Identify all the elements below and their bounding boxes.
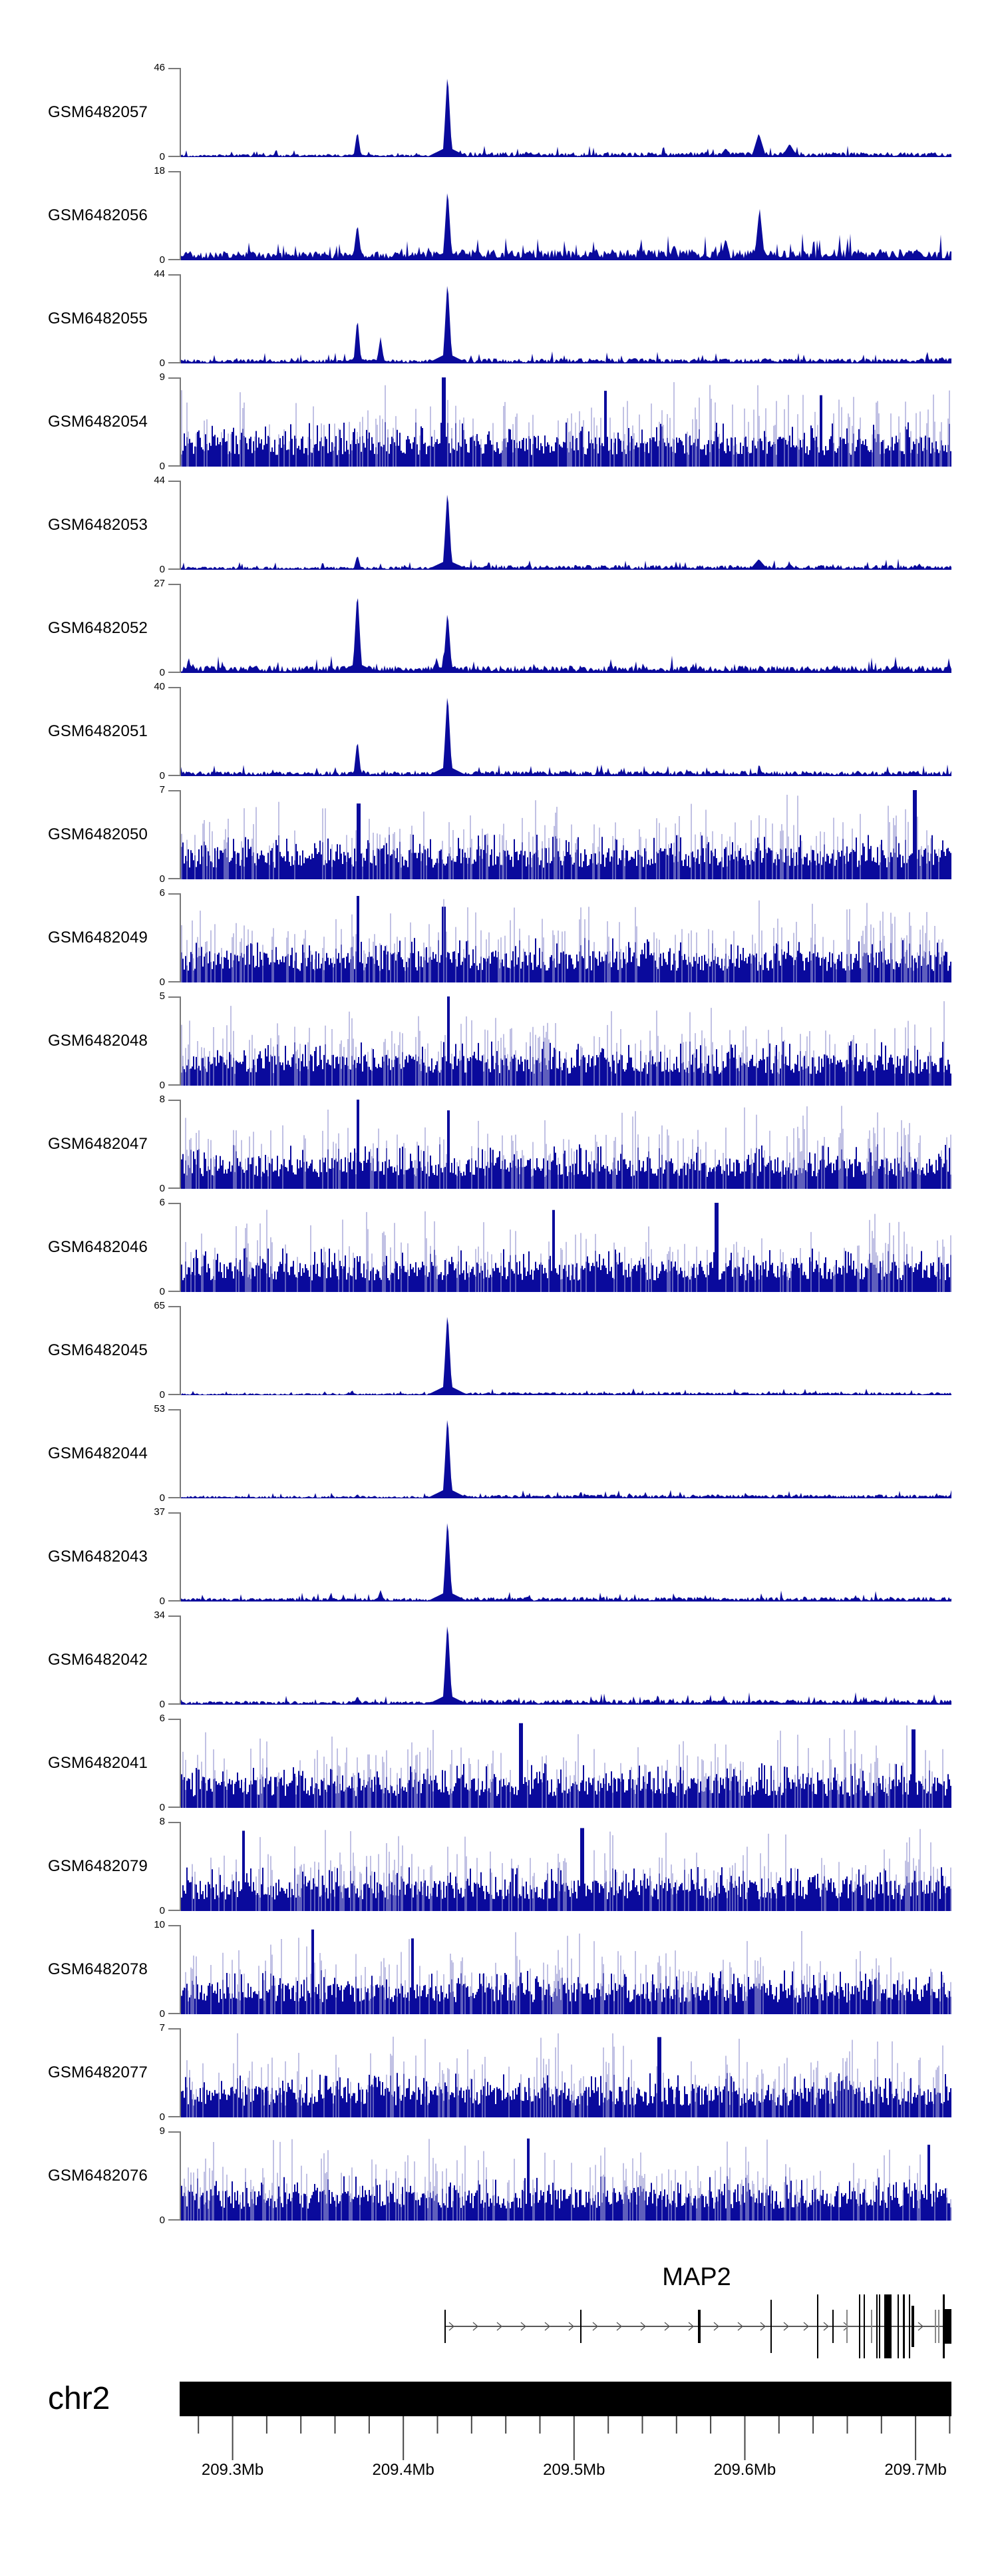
track-label: GSM6482045: [48, 1341, 148, 1359]
track-label: GSM6482078: [48, 1960, 148, 1978]
signal-track: [0, 1300, 998, 1400]
y-axis-top-tick: [168, 996, 180, 998]
y-axis-max-label: 8: [159, 1094, 165, 1105]
track-label: GSM6482053: [48, 516, 148, 534]
y-axis-min-label: 0: [159, 770, 165, 781]
y-axis-top-tick: [168, 1615, 180, 1617]
y-axis-min-label: 0: [159, 1596, 165, 1607]
y-axis-max-label: 9: [159, 2125, 165, 2137]
coverage-plot: [181, 171, 951, 260]
y-axis-top-tick: [168, 171, 180, 172]
y-axis-top-tick: [168, 481, 180, 482]
signal-track: [0, 681, 998, 781]
coverage-plot: [181, 274, 951, 363]
track-label: GSM6482077: [48, 2063, 148, 2081]
y-axis-bottom-tick: [168, 1291, 180, 1292]
y-axis-min-label: 0: [159, 1389, 165, 1400]
y-axis-max-label: 34: [154, 1610, 165, 1621]
y-axis-top-tick: [168, 68, 180, 69]
signal-track: [0, 1610, 998, 1710]
track-label: GSM6482076: [48, 2167, 148, 2185]
genome-axis: [180, 2416, 951, 2463]
y-axis-top-tick: [168, 893, 180, 895]
y-axis-bottom-tick: [168, 156, 180, 157]
y-axis-max-label: 44: [154, 475, 165, 486]
y-axis-top-tick: [168, 1512, 180, 1514]
y-axis-top-tick: [168, 584, 180, 585]
track-label: GSM6482057: [48, 103, 148, 121]
signal-track: [0, 1403, 998, 1504]
y-axis-bottom-tick: [168, 1497, 180, 1498]
signal-track: [0, 165, 998, 266]
chromosome-label: chr2: [48, 2381, 110, 2416]
track-label: GSM6482056: [48, 206, 148, 224]
y-axis-bottom-tick: [168, 672, 180, 673]
y-axis-min-label: 0: [159, 2111, 165, 2123]
y-axis-min-label: 0: [159, 151, 165, 162]
y-axis-bottom-tick: [168, 259, 180, 260]
signal-track: [0, 2022, 998, 2123]
coverage-plot: [181, 1203, 951, 1292]
coverage-plot: [181, 481, 951, 570]
y-axis-top-tick: [168, 1925, 180, 1926]
signal-track: [0, 578, 998, 678]
signal-track: [0, 371, 998, 472]
y-axis-max-label: 10: [154, 1919, 165, 1930]
y-axis-min-label: 0: [159, 1080, 165, 1091]
signal-track: [0, 784, 998, 885]
y-axis-max-label: 7: [159, 784, 165, 795]
y-axis-min-label: 0: [159, 1802, 165, 1813]
signal-track: [0, 887, 998, 988]
y-axis-top-tick: [168, 1306, 180, 1307]
y-axis-max-label: 44: [154, 268, 165, 280]
signal-track: [0, 1094, 998, 1194]
coverage-plot: [181, 377, 951, 467]
y-axis-min-label: 0: [159, 1905, 165, 1916]
y-axis-bottom-tick: [168, 1703, 180, 1705]
y-axis-bottom-tick: [168, 1807, 180, 1808]
coverage-plot: [181, 1409, 951, 1498]
y-axis-top-tick: [168, 2131, 180, 2133]
y-axis-bottom-tick: [168, 362, 180, 363]
coverage-plot: [181, 1615, 951, 1705]
y-axis-min-label: 0: [159, 2008, 165, 2020]
y-axis-max-label: 65: [154, 1300, 165, 1311]
y-axis-max-label: 46: [154, 62, 165, 73]
y-axis-min-label: 0: [159, 2215, 165, 2226]
y-axis-bottom-tick: [168, 981, 180, 982]
track-label: GSM6482043: [48, 1548, 148, 1566]
coverage-plot: [181, 1822, 951, 1911]
track-label: GSM6482041: [48, 1754, 148, 1772]
y-axis-min-label: 0: [159, 976, 165, 988]
axis-tick-label: 209.4Mb: [372, 2461, 434, 2479]
y-axis-min-label: 0: [159, 357, 165, 369]
y-axis-bottom-tick: [168, 1187, 180, 1189]
signal-track: [0, 62, 998, 162]
signal-track: [0, 2125, 998, 2226]
gene-model-track: [180, 2273, 951, 2380]
y-axis-max-label: 40: [154, 681, 165, 692]
track-label: GSM6482052: [48, 619, 148, 637]
coverage-plot: [181, 790, 951, 879]
track-label: GSM6482048: [48, 1032, 148, 1050]
coverage-plot: [181, 687, 951, 776]
coverage-plot: [181, 68, 951, 157]
y-axis-bottom-tick: [168, 568, 180, 570]
track-label: GSM6482046: [48, 1238, 148, 1256]
signal-track: [0, 1197, 998, 1297]
y-axis-max-label: 6: [159, 1197, 165, 1208]
y-axis-min-label: 0: [159, 1183, 165, 1194]
y-axis-bottom-tick: [168, 775, 180, 776]
y-axis-min-label: 0: [159, 667, 165, 678]
y-axis-max-label: 6: [159, 887, 165, 899]
signal-track: [0, 1713, 998, 1813]
y-axis-max-label: 53: [154, 1403, 165, 1414]
track-label: GSM6482042: [48, 1651, 148, 1669]
axis-tick-label: 209.6Mb: [713, 2461, 776, 2479]
axis-tick-label: 209.7Mb: [884, 2461, 947, 2479]
y-axis-top-tick: [168, 687, 180, 688]
y-axis-bottom-tick: [168, 878, 180, 879]
y-axis-max-label: 9: [159, 371, 165, 383]
track-label: GSM6482044: [48, 1444, 148, 1462]
y-axis-bottom-tick: [168, 465, 180, 467]
y-axis-bottom-tick: [168, 1394, 180, 1395]
signal-track: [0, 268, 998, 369]
y-axis-bottom-tick: [168, 1910, 180, 1911]
coverage-plot: [181, 1512, 951, 1602]
y-axis-max-label: 27: [154, 578, 165, 589]
track-label: GSM6482054: [48, 413, 148, 431]
y-axis-bottom-tick: [168, 2116, 180, 2117]
coverage-plot: [181, 1306, 951, 1395]
axis-tick-label: 209.3Mb: [201, 2461, 264, 2479]
track-label: GSM6482050: [48, 825, 148, 843]
y-axis-max-label: 6: [159, 1713, 165, 1724]
y-axis-bottom-tick: [168, 1600, 180, 1602]
y-axis-top-tick: [168, 1203, 180, 1204]
y-axis-max-label: 37: [154, 1506, 165, 1518]
coverage-plot: [181, 893, 951, 982]
track-label: GSM6482079: [48, 1857, 148, 1875]
signal-track: [0, 1506, 998, 1607]
track-label: GSM6482047: [48, 1135, 148, 1153]
axis-tick-label: 209.5Mb: [543, 2461, 605, 2479]
y-axis-max-label: 8: [159, 1816, 165, 1827]
y-axis-max-label: 7: [159, 2022, 165, 2034]
track-label: GSM6482051: [48, 722, 148, 740]
y-axis-top-tick: [168, 1719, 180, 1720]
coverage-plot: [181, 2028, 951, 2117]
signal-track: [0, 475, 998, 575]
y-axis-top-tick: [168, 377, 180, 379]
y-axis-min-label: 0: [159, 461, 165, 472]
y-axis-min-label: 0: [159, 1286, 165, 1297]
y-axis-bottom-tick: [168, 1084, 180, 1086]
signal-track: [0, 1919, 998, 2020]
track-label: GSM6482055: [48, 310, 148, 327]
coverage-plot: [181, 584, 951, 673]
y-axis-min-label: 0: [159, 564, 165, 575]
y-axis-min-label: 0: [159, 254, 165, 266]
y-axis-min-label: 0: [159, 1699, 165, 1710]
coverage-plot: [181, 1100, 951, 1189]
coverage-plot: [181, 996, 951, 1086]
y-axis-top-tick: [168, 790, 180, 791]
coverage-plot: [181, 1719, 951, 1808]
y-axis-top-tick: [168, 1409, 180, 1410]
signal-track: [0, 990, 998, 1091]
y-axis-top-tick: [168, 1822, 180, 1823]
y-axis-bottom-tick: [168, 2219, 180, 2221]
y-axis-bottom-tick: [168, 2013, 180, 2014]
y-axis-max-label: 5: [159, 990, 165, 1002]
y-axis-min-label: 0: [159, 1492, 165, 1504]
y-axis-top-tick: [168, 1100, 180, 1101]
chromosome-ideogram: [180, 2382, 951, 2416]
y-axis-min-label: 0: [159, 873, 165, 885]
coverage-plot: [181, 2131, 951, 2221]
signal-track: [0, 1816, 998, 1916]
coverage-plot: [181, 1925, 951, 2014]
y-axis-top-tick: [168, 274, 180, 276]
track-label: GSM6482049: [48, 929, 148, 947]
gene-name-label: MAP2: [662, 2263, 731, 2291]
y-axis-top-tick: [168, 2028, 180, 2030]
y-axis-max-label: 18: [154, 165, 165, 176]
